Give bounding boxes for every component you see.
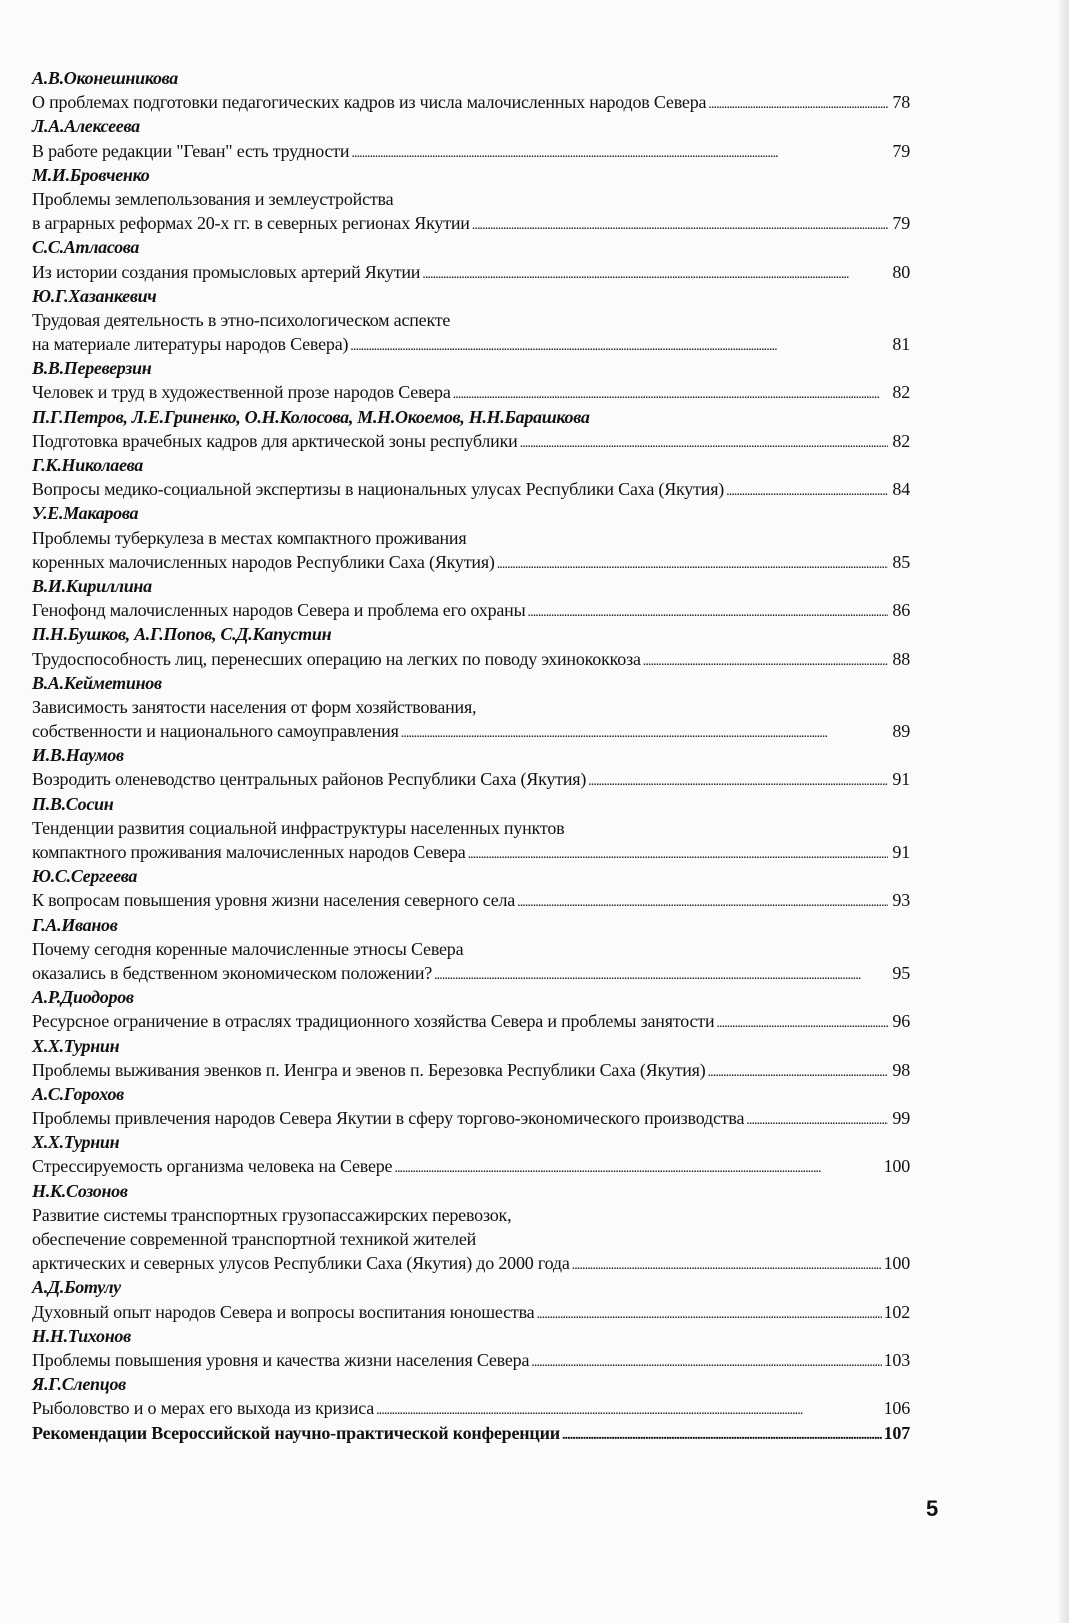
entry-author: П.Н.Бушков, А.Г.Попов, С.Д.Капустин xyxy=(32,624,332,645)
entry-title-line xyxy=(32,1009,910,1033)
dot-leader xyxy=(351,139,888,166)
toc-entry xyxy=(32,574,910,622)
entry-author: А.Р.Диодоров xyxy=(32,987,134,1008)
dot-leader xyxy=(468,840,888,867)
dot-leader xyxy=(562,1421,882,1448)
entry-page-number: 80 xyxy=(892,261,910,282)
entry-title-text: Зависимость занятости населения от форм хозяйствования, xyxy=(32,696,477,717)
entry-page-number: 106 xyxy=(883,1398,910,1419)
toc-entry xyxy=(32,792,910,865)
dot-leader xyxy=(536,1300,881,1327)
toc-entry xyxy=(32,1130,910,1178)
entry-title-line xyxy=(32,840,910,864)
entry-title-text: Ресурсное ограничение в отраслях традиционного хозяйства Севера и проблемы занятости xyxy=(32,1011,715,1032)
entry-title-text: Трудоспособность лиц, перенесших операцию на легких по поводу эхинококкоза xyxy=(32,648,641,669)
entry-title-line xyxy=(32,1396,910,1420)
entry-title-text: обеспечение современной транспортной техникой жителей xyxy=(32,1229,477,1249)
dot-leader xyxy=(708,90,888,117)
entry-author: П.Г.Петров, Л.Е.Гриненко, О.Н.Колосова, М.Н.Окоемов, Н.Н.Барашкова xyxy=(32,406,590,427)
toc-entry xyxy=(32,66,910,114)
toc-entry xyxy=(32,1275,910,1323)
entry-title-text: Рыболовство и о мерах его выхода из кризиса xyxy=(32,1398,375,1419)
entry-title-line xyxy=(32,961,910,985)
entry-page-number: 82 xyxy=(892,382,910,403)
entry-title-text: Подготовка врачебных кадров для арктической зоны республики xyxy=(32,430,518,451)
entry-title-line xyxy=(32,647,910,671)
toc-entry xyxy=(32,163,910,236)
toc-entry xyxy=(32,985,910,1033)
dot-leader xyxy=(708,1058,888,1085)
dot-leader xyxy=(746,1106,888,1133)
dot-leader xyxy=(520,429,888,456)
entry-title-line xyxy=(32,1251,910,1275)
entry-title-text: Развитие системы транспортных грузопассажирских перевозок, xyxy=(32,1204,512,1225)
entry-title-text: компактного проживания малочисленных народов Севера xyxy=(32,842,466,862)
entry-title-text: Проблемы выживания эвенков п. Иенгра и эвенов п. Березовка Республики Саха (Якутия) xyxy=(32,1059,706,1080)
entry-author: В.А.Кейметинов xyxy=(32,672,162,693)
entry-title-line xyxy=(32,1203,910,1227)
entry-page-number: 85 xyxy=(892,551,910,572)
entry-title-text: оказались в бедственном экономическом положении? xyxy=(32,962,433,983)
entry-page-number: 89 xyxy=(892,721,910,742)
entry-page-number: 99 xyxy=(892,1108,910,1129)
entry-title-line xyxy=(32,1348,910,1372)
entry-title-text: Вопросы медико-социальной экспертизы в национальных улусах Республики Саха (Якутия) xyxy=(32,479,725,500)
entry-page-number: 82 xyxy=(892,430,910,451)
entry-title-line xyxy=(32,429,910,453)
entry-title-text: в аграрных реформах 20-х гг. в северных регионах Якутии xyxy=(32,213,470,234)
dot-leader xyxy=(497,550,888,577)
toc-entry xyxy=(32,671,910,744)
entry-title-line xyxy=(32,719,910,743)
toc-entry xyxy=(32,1082,910,1130)
entry-title-text: Трудовая деятельность в этно-психологическом аспекте xyxy=(32,309,451,330)
toc-entry xyxy=(32,356,910,404)
entry-title-line xyxy=(32,888,910,912)
toc-entry xyxy=(32,1372,910,1420)
toc-entry xyxy=(32,284,910,357)
entry-author: Ю.Г.Хазанкевич xyxy=(32,285,157,306)
entry-title-text: Почему сегодня коренные малочисленные этносы Севера xyxy=(32,938,464,959)
dot-leader xyxy=(716,1009,888,1036)
entry-title-text: О проблемах подготовки педагогических кадров из числа малочисленных народов Севера xyxy=(32,92,707,113)
entry-author: А.Д.Ботулу xyxy=(32,1277,121,1298)
entry-page-number: 84 xyxy=(892,479,910,500)
entry-page-number: 78 xyxy=(892,92,910,113)
entry-title-line xyxy=(32,1106,910,1130)
entry-title-line xyxy=(32,1058,910,1082)
entry-title-text: Генофонд малочисленных народов Севера и проблема его охраны xyxy=(32,600,526,621)
entry-title-line xyxy=(32,90,910,114)
entry-title-line xyxy=(32,332,910,356)
toc-entry xyxy=(32,1179,910,1276)
toc-entry xyxy=(32,114,910,162)
entry-title-text: Возродить оленеводство центральных районов Республики Саха (Якутия) xyxy=(32,769,587,790)
toc-entry xyxy=(32,501,910,574)
entry-author: Г.А.Иванов xyxy=(32,914,118,935)
entry-author: Х.Х.Турнин xyxy=(32,1132,120,1153)
entry-author: В.И.Кириллина xyxy=(32,575,152,596)
entry-author: М.И.Бровченко xyxy=(32,164,150,185)
entry-author: Х.Х.Турнин xyxy=(32,1035,120,1056)
entry-title-line xyxy=(32,937,910,961)
entry-page-number: 86 xyxy=(892,600,910,621)
entry-page-number: 107 xyxy=(883,1422,910,1443)
dot-leader xyxy=(401,719,888,746)
toc-entry xyxy=(32,1421,910,1445)
dot-leader xyxy=(472,211,888,238)
entry-title-line xyxy=(32,816,910,840)
entry-author: У.Е.Макарова xyxy=(32,503,139,524)
entry-title-text: Проблемы землепользования и землеустройства xyxy=(32,188,394,209)
entry-page-number: 98 xyxy=(892,1059,910,1080)
entry-author: А.В.Оконешникова xyxy=(32,68,178,88)
entry-page-number: 100 xyxy=(883,1253,910,1274)
entry-title-line xyxy=(32,260,910,284)
entry-author: Я.Г.Слепцов xyxy=(32,1374,126,1395)
entry-author: Н.Н.Тихонов xyxy=(32,1325,131,1346)
entry-title-line xyxy=(32,477,910,501)
entry-page-number: 100 xyxy=(883,1156,910,1177)
dot-leader xyxy=(528,598,889,625)
entry-title-text: арктических и северных улусов Республики Саха (Якутия) до 2000 года xyxy=(32,1253,570,1274)
entry-title-text: собственности и национального самоуправления xyxy=(32,721,399,742)
entry-page-number: 96 xyxy=(892,1011,910,1032)
dot-leader xyxy=(588,767,888,794)
entry-page-number: 91 xyxy=(892,769,910,790)
entry-page-number: 81 xyxy=(892,334,910,355)
dot-leader xyxy=(726,477,888,504)
entry-title-line xyxy=(32,550,910,574)
entry-title-text: Из истории создания промысловых артерий Якутии xyxy=(32,261,421,282)
entry-title-text: Проблемы туберкулеза в местах компактного проживания xyxy=(32,527,467,548)
entry-page-number: 88 xyxy=(892,648,910,669)
toc-entry xyxy=(32,864,910,912)
entry-title-text: Проблемы повышения уровня и качества жизни населения Севера xyxy=(32,1349,530,1370)
toc-entry xyxy=(32,453,910,501)
entry-title-text: В работе редакции "Геван" есть трудности xyxy=(32,140,350,161)
entry-author: А.С.Горохов xyxy=(32,1083,124,1104)
entry-title-line xyxy=(32,187,910,211)
entry-page-number: 79 xyxy=(892,140,910,161)
entry-title-text: коренных малочисленных народов Республики Саха (Якутия) xyxy=(32,551,495,572)
dot-leader xyxy=(572,1251,882,1278)
entry-title-text: Духовный опыт народов Севера и вопросы воспитания юношества xyxy=(32,1301,535,1322)
entry-title-line xyxy=(32,526,910,550)
entry-page-number: 79 xyxy=(892,213,910,234)
entry-author: П.В.Сосин xyxy=(32,793,114,814)
toc-entry xyxy=(32,1034,910,1082)
entry-title-text: на материале литературы народов Севера) xyxy=(32,334,349,355)
dot-leader xyxy=(643,647,888,674)
dot-leader xyxy=(531,1348,881,1375)
entry-title-text: Рекомендации Всероссийской научно-практической конференции xyxy=(32,1422,560,1443)
dot-leader xyxy=(517,888,888,915)
entry-author: И.В.Наумов xyxy=(32,745,124,766)
toc-entry xyxy=(32,913,910,986)
entry-title-line xyxy=(32,308,910,332)
page-number: 5 xyxy=(926,1496,939,1521)
entry-title-line xyxy=(32,767,910,791)
entry-title-line xyxy=(32,1154,910,1178)
entry-title-line xyxy=(32,695,910,719)
entry-title-text: Стрессируемость организма человека на Севере xyxy=(32,1156,393,1177)
toc-entry xyxy=(32,235,910,283)
entry-author: Ю.С.Сергеева xyxy=(32,866,138,887)
entry-title-line xyxy=(32,598,910,622)
entry-title-text: Человек и труд в художественной прозе народов Севера xyxy=(32,382,451,403)
entry-title-line xyxy=(32,211,910,235)
entry-title-line xyxy=(32,1300,910,1324)
entry-title-line xyxy=(32,139,910,163)
dot-leader xyxy=(434,961,888,988)
entry-author: Н.К.Созонов xyxy=(32,1180,128,1201)
page-edge xyxy=(1059,0,1069,1623)
dot-leader xyxy=(394,1154,881,1181)
entry-author: С.С.Атласова xyxy=(32,237,140,258)
entry-title-text: Проблемы привлечения народов Севера Якутии в сферу торгово-экономического производства xyxy=(32,1108,745,1129)
toc-entry xyxy=(32,1324,910,1372)
entry-author: Г.К.Николаева xyxy=(32,455,143,475)
entry-page-number: 95 xyxy=(892,962,910,983)
entry-title-line xyxy=(32,380,910,404)
dot-leader xyxy=(350,332,888,359)
dot-leader xyxy=(422,260,888,287)
entry-page-number: 102 xyxy=(883,1301,910,1322)
entry-author: Л.А.Алексеева xyxy=(32,116,140,137)
entry-page-number: 91 xyxy=(892,842,910,862)
table-of-contents xyxy=(32,66,910,1445)
entry-title-line xyxy=(32,1421,910,1445)
dot-leader xyxy=(376,1396,882,1423)
entry-title-line xyxy=(32,1227,910,1251)
entry-title-text: К вопросам повышения уровня жизни населения северного села xyxy=(32,890,516,911)
toc-entry xyxy=(32,405,910,453)
entry-author: В.В.Переверзин xyxy=(32,358,152,379)
dot-leader xyxy=(453,380,888,407)
entry-page-number: 93 xyxy=(892,890,910,911)
entry-title-text: Тенденции развития социальной инфраструктуры населенных пунктов xyxy=(32,817,565,838)
toc-entry xyxy=(32,743,910,791)
entry-page-number: 103 xyxy=(883,1349,910,1370)
toc-entry xyxy=(32,622,910,670)
